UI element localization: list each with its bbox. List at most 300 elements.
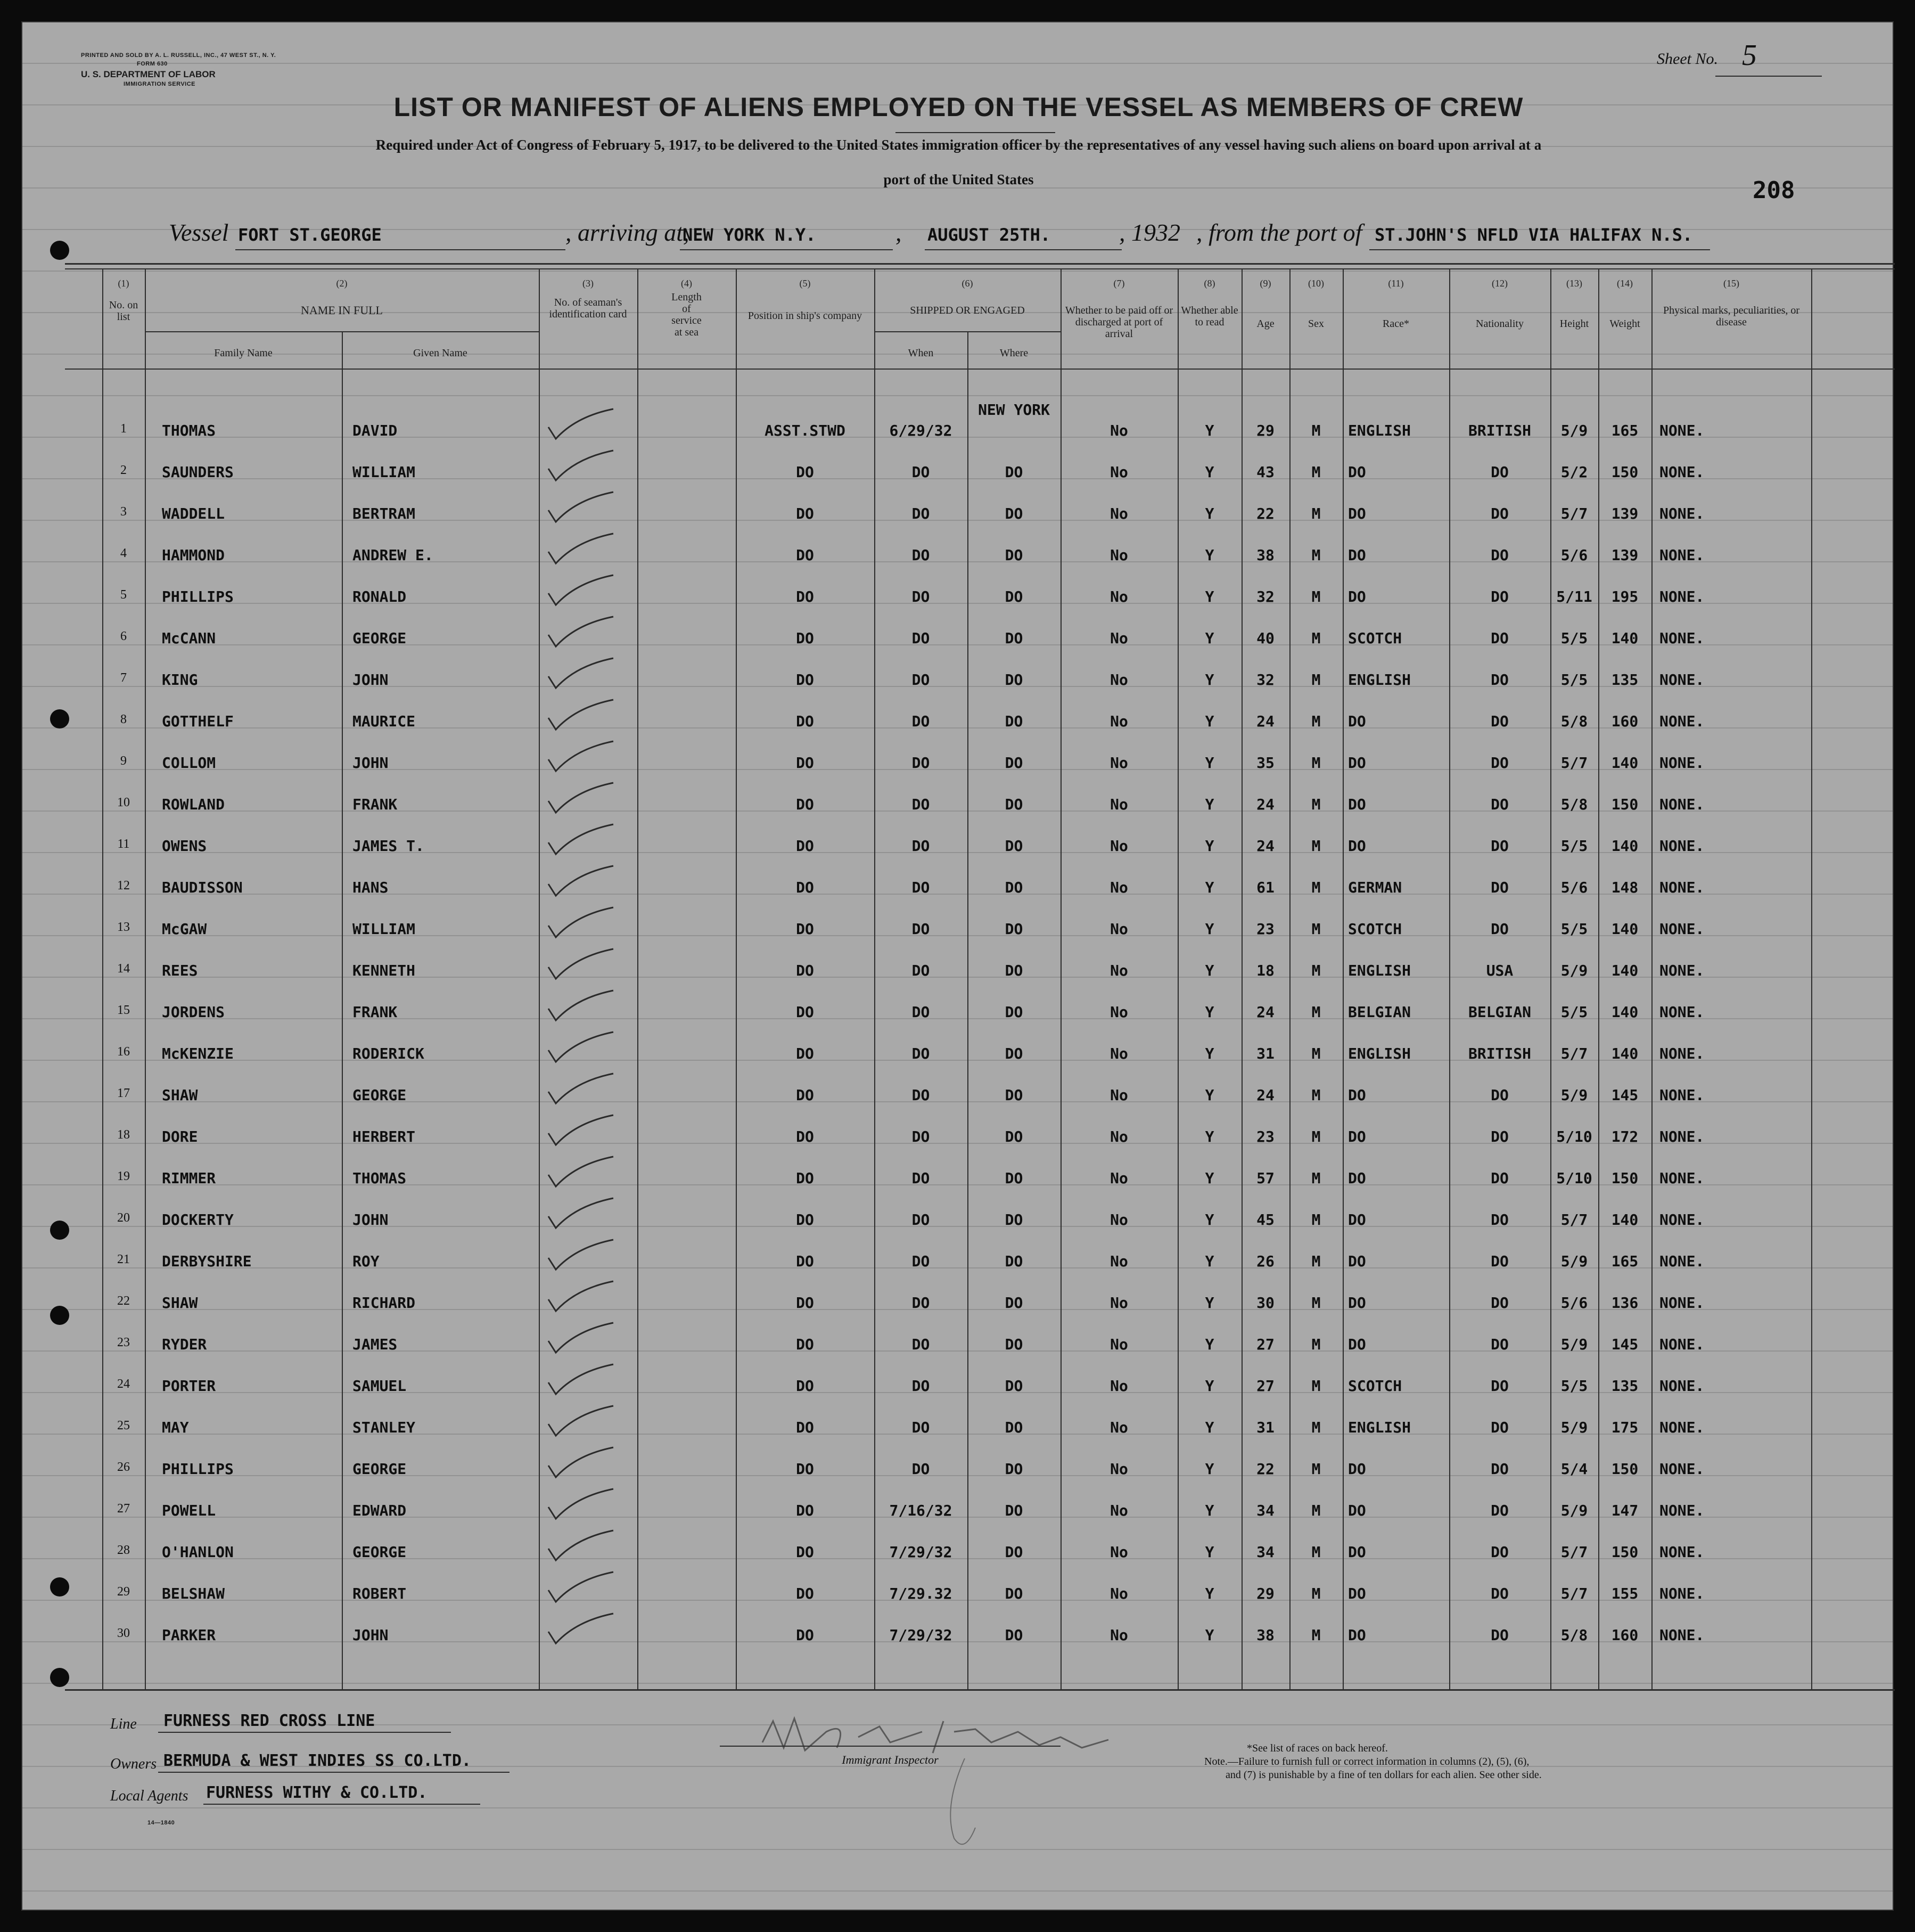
cell-when: DO (911, 588, 930, 605)
cell-family: SAUNDERS (162, 463, 234, 481)
cell-height: 5/5 (1560, 671, 1588, 689)
cell-position: DO (796, 1585, 814, 1602)
cell-no: 1 (120, 422, 127, 436)
check-mark-icon (544, 530, 619, 568)
cell-age: 43 (1256, 463, 1275, 481)
cell-family: KING (162, 671, 198, 689)
cell-race: DO (1348, 713, 1366, 730)
cell-nationality: DO (1491, 1626, 1509, 1644)
check-mark-icon (544, 613, 619, 651)
cell-age: 29 (1256, 1585, 1275, 1602)
cell-when: DO (911, 1377, 930, 1395)
cell-given: MAURICE (352, 713, 416, 730)
check-mark-icon (544, 1320, 619, 1357)
cell-weight: 139 (1611, 505, 1639, 522)
cell-given: JOHN (352, 1626, 389, 1644)
cell-position: DO (796, 962, 814, 979)
cell-position: DO (796, 505, 814, 522)
cell-height: 5/2 (1560, 463, 1588, 481)
note-failure: Note.—Failure to furnish full or correct information in columns (2), (5), (6), (1204, 1756, 1530, 1767)
cell-paid: No (1110, 713, 1128, 730)
cell-family: OWENS (162, 837, 207, 855)
cell-no: 9 (120, 754, 127, 768)
cell-given: THOMAS (352, 1169, 407, 1187)
col-num-6: (6) (961, 278, 973, 289)
cell-no: 7 (120, 671, 127, 685)
cell-race: ENGLISH (1348, 422, 1411, 439)
cell-marks: NONE. (1659, 1211, 1705, 1229)
cell-weight: 140 (1611, 629, 1639, 647)
cell-given: HANS (352, 879, 389, 896)
cell-where: DO (1005, 505, 1023, 522)
cell-weight: 150 (1611, 463, 1639, 481)
column-rule (145, 268, 146, 1689)
col-num-15: (15) (1723, 278, 1739, 289)
cell-position: DO (796, 713, 814, 730)
cell-weight: 160 (1611, 1626, 1639, 1644)
cell-height: 5/9 (1560, 1252, 1588, 1270)
cell-where: DO (1005, 1045, 1023, 1062)
cell-race: ENGLISH (1348, 1045, 1411, 1062)
column-rule (539, 268, 540, 1689)
cell-read: Y (1205, 754, 1214, 772)
col-head-height: Height (1559, 318, 1589, 330)
cell-paid: No (1110, 1419, 1128, 1436)
cell-position: DO (796, 546, 814, 564)
cell-paid: No (1110, 1336, 1128, 1353)
cell-marks: NONE. (1659, 588, 1705, 605)
cell-no: 19 (117, 1169, 130, 1183)
cell-position: ASST.STWD (765, 422, 845, 439)
cell-nationality: DO (1491, 796, 1509, 813)
line-underline (158, 1732, 451, 1733)
owners-value: BERMUDA & WEST INDIES SS CO.LTD. (163, 1751, 471, 1770)
cell-when: 7/16/32 (889, 1502, 952, 1519)
cell-where: DO (1005, 879, 1023, 896)
cell-position: DO (796, 796, 814, 813)
cell-sex: M (1311, 1003, 1321, 1021)
cell-paid: No (1110, 1377, 1128, 1395)
cell-given: STANLEY (352, 1419, 416, 1436)
col-head-no: No. on list (109, 299, 138, 323)
cell-when: DO (911, 546, 930, 564)
page-title: LIST OR MANIFEST OF ALIENS EMPLOYED ON THE VESSEL AS MEMBERS OF CREW (393, 92, 1524, 122)
cell-family: DERBYSHIRE (162, 1252, 252, 1270)
cell-marks: NONE. (1659, 1626, 1705, 1644)
cell-where: DO (1005, 1502, 1023, 1519)
cell-marks: NONE. (1659, 796, 1705, 813)
cell-height: 5/6 (1560, 546, 1588, 564)
check-mark-icon (544, 447, 619, 485)
cell-family: SHAW (162, 1294, 198, 1312)
agents-underline (203, 1804, 480, 1805)
cell-age: 23 (1256, 920, 1275, 938)
cell-nationality: DO (1491, 1294, 1509, 1312)
cell-nationality: DO (1491, 837, 1509, 855)
cell-height: 5/6 (1560, 1294, 1588, 1312)
cell-weight: 145 (1611, 1336, 1639, 1353)
cell-paid: No (1110, 796, 1128, 813)
cell-paid: No (1110, 1294, 1128, 1312)
cell-height: 5/7 (1560, 754, 1588, 772)
cell-marks: NONE. (1659, 1169, 1705, 1187)
cell-height: 5/7 (1560, 1045, 1588, 1062)
cell-age: 57 (1256, 1169, 1275, 1187)
cell-sex: M (1311, 1252, 1321, 1270)
cell-position: DO (796, 1169, 814, 1187)
cell-family: POWELL (162, 1502, 216, 1519)
cell-nationality: DO (1491, 879, 1509, 896)
col-num-12: (12) (1492, 278, 1508, 289)
check-mark-icon (544, 1403, 619, 1440)
cell-position: DO (796, 1294, 814, 1312)
cell-height: 5/10 (1556, 1128, 1592, 1145)
cell-race: DO (1348, 1585, 1366, 1602)
cell-nationality: DO (1491, 1252, 1509, 1270)
cell-no: 13 (117, 920, 130, 934)
vessel-name: FORT ST.GEORGE (238, 225, 382, 245)
cell-nationality: DO (1491, 1336, 1509, 1353)
cell-height: 5/8 (1560, 713, 1588, 730)
cell-family: SHAW (162, 1086, 198, 1104)
cell-paid: No (1110, 505, 1128, 522)
cell-sex: M (1311, 1377, 1321, 1395)
cell-race: ENGLISH (1348, 1419, 1411, 1436)
cell-given: BERTRAM (352, 505, 416, 522)
cell-marks: NONE. (1659, 546, 1705, 564)
cell-sex: M (1311, 463, 1321, 481)
cell-weight: 140 (1611, 920, 1639, 938)
cell-nationality: DO (1491, 629, 1509, 647)
cell-sex: M (1311, 1626, 1321, 1644)
cell-family: BAUDISSON (162, 879, 243, 896)
cell-sex: M (1311, 1211, 1321, 1229)
cell-marks: NONE. (1659, 671, 1705, 689)
cell-age: 24 (1256, 1086, 1275, 1104)
cell-sex: M (1311, 754, 1321, 772)
cell-where: DO (1005, 1585, 1023, 1602)
cell-race: DO (1348, 505, 1366, 522)
cell-when: DO (911, 1460, 930, 1478)
cell-marks: NONE. (1659, 1585, 1705, 1602)
cell-age: 18 (1256, 962, 1275, 979)
col-num-9: (9) (1260, 278, 1271, 289)
cell-family: O'HANLON (162, 1543, 234, 1561)
check-mark-icon (544, 697, 619, 734)
cell-height: 5/5 (1560, 920, 1588, 938)
cell-position: DO (796, 1252, 814, 1270)
cell-family: PARKER (162, 1626, 216, 1644)
check-mark-icon (544, 1195, 619, 1232)
line-value: FURNESS RED CROSS LINE (163, 1712, 375, 1730)
cell-position: DO (796, 1460, 814, 1478)
cell-age: 35 (1256, 754, 1275, 772)
table-bottom-border (65, 1689, 1895, 1691)
cell-age: 45 (1256, 1211, 1275, 1229)
cell-where: DO (1005, 1211, 1023, 1229)
check-mark-icon (544, 1486, 619, 1523)
cell-nationality: DO (1491, 505, 1509, 522)
cell-race: DO (1348, 796, 1366, 813)
check-mark-icon (544, 1444, 619, 1481)
owners-label: Owners (110, 1756, 157, 1772)
cell-nationality: DO (1491, 1460, 1509, 1478)
cell-family: BELSHAW (162, 1585, 225, 1602)
col-head-given: Given Name (413, 347, 467, 359)
subtitle-line2: port of the United States (883, 171, 1034, 187)
cell-race: ENGLISH (1348, 671, 1411, 689)
arrival-date: AUGUST 25TH. (927, 225, 1051, 245)
cell-given: SAMUEL (352, 1377, 407, 1395)
col-head-physical: Physical marks, peculiarities, or disease (1663, 305, 1800, 328)
title-rule (895, 132, 1055, 133)
cell-given: JOHN (352, 671, 389, 689)
cell-read: Y (1205, 546, 1214, 564)
cell-given: ROY (352, 1252, 380, 1270)
cell-sex: M (1311, 713, 1321, 730)
cell-when: DO (911, 1252, 930, 1270)
col-num-3: (3) (582, 278, 594, 289)
cell-no: 17 (117, 1086, 130, 1100)
cell-where: DO (1005, 463, 1023, 481)
department: U. S. DEPARTMENT OF LABOR (81, 69, 216, 79)
cell-where: DO (1005, 1543, 1023, 1561)
table-top-border (65, 263, 1895, 265)
cell-family: MAY (162, 1419, 189, 1436)
cell-race: DO (1348, 1502, 1366, 1519)
check-mark-icon (544, 1112, 619, 1149)
cell-when: DO (911, 796, 930, 813)
check-mark-icon (544, 780, 619, 817)
cell-paid: No (1110, 671, 1128, 689)
cell-marks: NONE. (1659, 1460, 1705, 1478)
note-fine: and (7) is punishable by a fine of ten dollars for each alien. See other side. (1226, 1769, 1542, 1781)
cell-weight: 150 (1611, 1460, 1639, 1478)
cell-height: 5/7 (1560, 1211, 1588, 1229)
cell-no: 24 (117, 1377, 130, 1391)
check-mark-icon (544, 946, 619, 983)
cell-when: DO (911, 505, 930, 522)
cell-weight: 139 (1611, 546, 1639, 564)
cell-weight: 135 (1611, 1377, 1639, 1395)
col-head-name: NAME IN FULL (301, 304, 383, 317)
cell-when: DO (911, 671, 930, 689)
cell-race: SCOTCH (1348, 629, 1402, 647)
col-head-sex: Sex (1308, 318, 1324, 330)
cell-position: DO (796, 879, 814, 896)
cell-weight: 145 (1611, 1086, 1639, 1104)
vessel-label: Vessel (169, 219, 229, 246)
inspector-rule (720, 1746, 1061, 1747)
subtitle-line1: Required under Act of Congress of February 5, 1917, to be delivered to the United States immigration officer by the representatives of any vessel having such aliens on board upon arrival at a (375, 137, 1542, 153)
col-num-7: (7) (1113, 278, 1125, 289)
cell-weight: 155 (1611, 1585, 1639, 1602)
cell-paid: No (1110, 1585, 1128, 1602)
cell-nationality: DO (1491, 713, 1509, 730)
cell-weight: 140 (1611, 1211, 1639, 1229)
cell-height: 5/5 (1560, 1377, 1588, 1395)
cell-height: 5/7 (1560, 1585, 1588, 1602)
cell-paid: No (1110, 1045, 1128, 1062)
cell-where: DO (1005, 920, 1023, 938)
cell-read: Y (1205, 713, 1214, 730)
check-mark-icon (544, 406, 619, 443)
cell-race: GERMAN (1348, 879, 1402, 896)
cell-when: DO (911, 1003, 930, 1021)
cell-paid: No (1110, 920, 1128, 938)
cell-age: 27 (1256, 1377, 1275, 1395)
service: IMMIGRATION SERVICE (124, 81, 195, 87)
cell-sex: M (1311, 837, 1321, 855)
cell-marks: NONE. (1659, 837, 1705, 855)
cell-when: DO (911, 1294, 930, 1312)
cell-race: BELGIAN (1348, 1003, 1411, 1021)
check-mark-icon (544, 1569, 619, 1606)
cell-given: HERBERT (352, 1128, 416, 1145)
cell-sex: M (1311, 1460, 1321, 1478)
col-head-paid: Whether to be paid off or discharged at port of arrival (1065, 305, 1173, 340)
cell-race: DO (1348, 1128, 1366, 1145)
cell-given: ANDREW E. (352, 546, 433, 564)
cell-no: 12 (117, 879, 130, 893)
cell-height: 5/8 (1560, 1626, 1588, 1644)
cell-where: DO (1005, 1003, 1023, 1021)
col-head-race: Race* (1383, 318, 1409, 330)
manifest-sheet (21, 21, 1894, 1911)
cell-height: 5/6 (1560, 879, 1588, 896)
cell-where: DO (1005, 1169, 1023, 1187)
col-num-11: (11) (1388, 278, 1404, 289)
cell-no: 30 (117, 1626, 130, 1640)
cell-read: Y (1205, 879, 1214, 896)
cell-when: DO (911, 1211, 930, 1229)
cell-no: 26 (117, 1460, 130, 1474)
cell-family: THOMAS (162, 422, 216, 439)
inspector-signature (741, 1700, 1167, 1860)
cell-read: Y (1205, 1543, 1214, 1561)
cell-no: 16 (117, 1045, 130, 1059)
cell-sex: M (1311, 1419, 1321, 1436)
cell-family: PORTER (162, 1377, 216, 1395)
cell-height: 5/10 (1556, 1169, 1592, 1187)
cell-age: 30 (1256, 1294, 1275, 1312)
cell-age: 38 (1256, 1626, 1275, 1644)
check-mark-icon (544, 1527, 619, 1565)
cell-read: Y (1205, 422, 1214, 439)
cell-family: COLLOM (162, 754, 216, 772)
check-mark-icon (544, 1610, 619, 1648)
cell-no: 5 (120, 588, 127, 602)
cell-weight: 150 (1611, 1543, 1639, 1561)
cell-race: SCOTCH (1348, 920, 1402, 938)
cell-read: Y (1205, 1336, 1214, 1353)
cell-where: DO (1005, 1086, 1023, 1104)
cell-given: EDWARD (352, 1502, 407, 1519)
cell-given: WILLIAM (352, 920, 416, 938)
cell-when: DO (911, 1086, 930, 1104)
cell-no: 27 (117, 1502, 130, 1516)
cell-paid: No (1110, 1169, 1128, 1187)
cell-paid: No (1110, 1003, 1128, 1021)
cell-position: DO (796, 588, 814, 605)
cell-paid: No (1110, 1543, 1128, 1561)
cell-marks: NONE. (1659, 1543, 1705, 1561)
cell-marks: NONE. (1659, 1128, 1705, 1145)
cell-nationality: DO (1491, 463, 1509, 481)
cell-age: 34 (1256, 1502, 1275, 1519)
cell-family: PHILLIPS (162, 588, 234, 605)
cell-given: ROBERT (352, 1585, 407, 1602)
cell-nationality: DO (1491, 1543, 1509, 1561)
cell-read: Y (1205, 1252, 1214, 1270)
cell-paid: No (1110, 879, 1128, 896)
cell-no: 10 (117, 796, 130, 809)
cell-where: DO (1005, 754, 1023, 772)
col-head-read: Whether able to read (1181, 305, 1238, 328)
cell-no: 14 (117, 962, 130, 976)
cell-height: 5/11 (1556, 588, 1592, 605)
cell-paid: No (1110, 463, 1128, 481)
cell-weight: 136 (1611, 1294, 1639, 1312)
cell-read: Y (1205, 1419, 1214, 1436)
col-head-nationality: Nationality (1476, 318, 1524, 330)
cell-age: 29 (1256, 422, 1275, 439)
cell-paid: No (1110, 1086, 1128, 1104)
check-mark-icon (544, 655, 619, 692)
check-mark-icon (544, 821, 619, 858)
cell-marks: NONE. (1659, 879, 1705, 896)
inspector-label: Immigrant Inspector (842, 1753, 939, 1766)
cell-read: Y (1205, 588, 1214, 605)
cell-read: Y (1205, 1045, 1214, 1062)
cell-race: DO (1348, 588, 1366, 605)
cell-race: DO (1348, 1252, 1366, 1270)
cell-read: Y (1205, 505, 1214, 522)
cell-nationality: BRITISH (1468, 422, 1531, 439)
arriving-underline (680, 249, 893, 250)
cell-sex: M (1311, 629, 1321, 647)
cell-height: 5/4 (1560, 1460, 1588, 1478)
cell-weight: 175 (1611, 1419, 1639, 1436)
col-head-age: Age (1256, 318, 1275, 330)
check-mark-icon (544, 863, 619, 900)
cell-race: DO (1348, 1460, 1366, 1478)
punch-hole (50, 1221, 69, 1240)
port-underline (1369, 249, 1710, 250)
cell-no: 6 (120, 629, 127, 643)
cell-marks: NONE. (1659, 505, 1705, 522)
cell-weight: 140 (1611, 1045, 1639, 1062)
column-rule (1651, 268, 1653, 1689)
cell-height: 5/9 (1560, 1086, 1588, 1104)
agents-label: Local Agents (110, 1788, 188, 1804)
cell-read: Y (1205, 1626, 1214, 1644)
cell-age: 32 (1256, 588, 1275, 605)
cell-read: Y (1205, 1377, 1214, 1395)
cell-where: DO (1005, 629, 1023, 647)
cell-marks: NONE. (1659, 962, 1705, 979)
cell-nationality: DO (1491, 546, 1509, 564)
cell-position: DO (796, 1626, 814, 1644)
cell-when: DO (911, 1045, 930, 1062)
cell-sex: M (1311, 1585, 1321, 1602)
cell-age: 26 (1256, 1252, 1275, 1270)
cell-where: DO (1005, 546, 1023, 564)
note-races: *See list of races on back hereof. (1247, 1742, 1388, 1754)
cell-where: DO (1005, 1419, 1023, 1436)
cell-when: DO (911, 1336, 930, 1353)
cell-weight: 140 (1611, 962, 1639, 979)
